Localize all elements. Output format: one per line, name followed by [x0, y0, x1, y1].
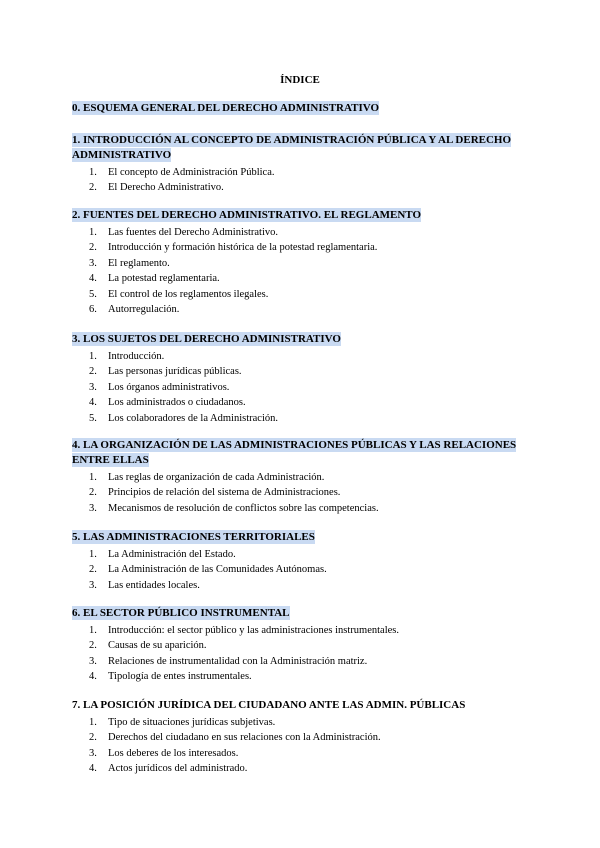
list-item [72, 562, 532, 577]
list-item-text: Los administrados o ciudadanos. [108, 397, 246, 409]
list-item-text: Tipo de situaciones jurídicas subjetivas. [108, 717, 276, 728]
list-item-number: 5. [89, 412, 97, 424]
section-items [72, 623, 532, 685]
list-item-number: 2. [89, 182, 97, 194]
list-item-number: 5. [89, 288, 97, 300]
list-item [72, 547, 532, 562]
list-item [72, 746, 532, 761]
section-heading [72, 530, 532, 545]
list-item [72, 395, 532, 410]
section-heading-line: 4. LA ORGANIZACIÓN DE LAS ADMINISTRACIONES PÚBLICAS Y LAS RELACIONES [72, 439, 517, 451]
list-item [72, 501, 532, 516]
list-item-number: 4. [89, 763, 97, 775]
page-title: ÍNDICE [280, 74, 320, 86]
list-item-number: 3. [89, 747, 97, 759]
section-7 [72, 698, 532, 777]
list-item-text: Actos jurídicos del administrado. [108, 763, 248, 775]
list-item [72, 654, 532, 669]
list-item [72, 669, 532, 684]
list-item-number: 3. [89, 655, 97, 667]
section-heading [72, 101, 532, 116]
list-item [72, 165, 532, 180]
list-item-number: 4. [89, 273, 97, 285]
section-5 [72, 530, 532, 593]
list-item-text: Los órganos administrativos. [108, 381, 230, 393]
list-item-text: La Administración de las Comunidades Autónomas. [108, 564, 327, 576]
list-item [72, 180, 532, 195]
section-items [72, 165, 532, 196]
list-item-number: 2. [89, 640, 97, 652]
list-item [72, 225, 532, 240]
list-item-text: Las fuentes del Derecho Administrativo. [108, 227, 278, 238]
list-item [72, 380, 532, 395]
section-items [72, 470, 532, 516]
list-item-number: 4. [89, 671, 97, 683]
list-item [72, 623, 532, 638]
section-heading [72, 208, 532, 223]
list-item-text: Introducción y formación histórica de la potestad reglamentaria. [108, 242, 378, 254]
list-item-number: 3. [89, 579, 97, 591]
section-heading-line: ADMINISTRATIVO [72, 149, 172, 161]
list-item-text: Mecanismos de resolución de conflictos sobre las competencias. [108, 502, 379, 514]
list-item-number: 4. [89, 397, 97, 409]
list-item [72, 349, 532, 364]
section-heading-line: 1. INTRODUCCIÓN AL CONCEPTO DE ADMINISTRACIÓN PÚBLICA Y AL DERECHO [72, 134, 512, 146]
list-item [72, 730, 532, 745]
list-item [72, 470, 532, 485]
list-item-number: 1. [89, 351, 97, 362]
list-item-text: Introducción. [108, 351, 165, 362]
section-heading-line: 7. LA POSICIÓN JURÍDICA DEL CIUDADANO ANTE LAS ADMIN. PÚBLICAS [72, 699, 466, 711]
section-2 [72, 208, 532, 317]
section-heading-line: 6. EL SECTOR PÚBLICO INSTRUMENTAL [72, 607, 290, 619]
section-3 [72, 332, 532, 426]
list-item [72, 715, 532, 730]
list-item [72, 638, 532, 653]
list-item-text: Relaciones de instrumentalidad con la Administración matriz. [108, 655, 368, 667]
list-item-text: Los colaboradores de la Administración. [108, 412, 278, 424]
section-1 [72, 133, 532, 196]
list-item-text: La Administración del Estado. [108, 549, 236, 560]
list-item-text: Causas de su aparición. [108, 640, 207, 652]
section-heading [72, 698, 532, 713]
list-item-text: Introducción: el sector público y las administraciones instrumentales. [108, 625, 400, 636]
section-0 [72, 101, 532, 116]
list-item-number: 1. [89, 472, 97, 483]
section-heading [72, 133, 532, 163]
list-item-number: 2. [89, 242, 97, 254]
section-heading [72, 332, 532, 347]
list-item-number: 6. [89, 304, 97, 316]
list-item-text: Autorregulación. [108, 304, 180, 316]
list-item [72, 364, 532, 379]
list-item-text: El Derecho Administrativo. [108, 182, 224, 194]
list-item-text: La potestad reglamentaria. [108, 273, 220, 285]
list-item-text: Derechos del ciudadano en sus relaciones con la Administración. [108, 732, 381, 744]
list-item-number: 3. [89, 381, 97, 393]
list-item [72, 256, 532, 271]
list-item [72, 411, 532, 426]
section-6 [72, 606, 532, 685]
list-item-number: 1. [89, 717, 97, 728]
list-item [72, 761, 532, 776]
list-item-text: Tipología de entes instrumentales. [108, 671, 252, 683]
list-item-text: Principios de relación del sistema de Administraciones. [108, 487, 341, 499]
list-item [72, 485, 532, 500]
list-item-text: Las reglas de organización de cada Administración. [108, 472, 325, 483]
list-item-number: 2. [89, 564, 97, 576]
section-heading-line: 3. LOS SUJETOS DEL DERECHO ADMINISTRATIVO [72, 333, 341, 345]
list-item [72, 302, 532, 317]
list-item [72, 271, 532, 286]
section-heading-line: 2. FUENTES DEL DERECHO ADMINISTRATIVO. EL REGLAMENTO [72, 209, 421, 221]
list-item-number: 3. [89, 257, 97, 269]
list-item-number: 2. [89, 487, 97, 499]
section-heading [72, 606, 532, 621]
section-4 [72, 438, 532, 516]
list-item-number: 1. [89, 549, 97, 560]
list-item [72, 287, 532, 302]
section-items [72, 225, 532, 317]
list-item-text: El control de los reglamentos ilegales. [108, 288, 269, 300]
list-item-text: El concepto de Administración Pública. [108, 167, 275, 178]
list-item-text: Los deberes de los interesados. [108, 747, 239, 759]
list-item-text: El reglamento. [108, 257, 170, 269]
list-item [72, 578, 532, 593]
section-heading-line: 5. LAS ADMINISTRACIONES TERRITORIALES [72, 531, 315, 543]
list-item-text: Las entidades locales. [108, 579, 200, 591]
section-items [72, 715, 532, 777]
list-item-number: 1. [89, 227, 97, 238]
list-item-number: 2. [89, 732, 97, 744]
section-items [72, 547, 532, 593]
section-heading [72, 438, 532, 468]
list-item-number: 2. [89, 366, 97, 378]
section-heading-line: 0. ESQUEMA GENERAL DEL DERECHO ADMINISTRATIVO [72, 102, 380, 114]
section-items [72, 349, 532, 426]
list-item [72, 240, 532, 255]
list-item-number: 1. [89, 625, 97, 636]
section-heading-line: ENTRE ELLAS [72, 454, 149, 466]
list-item-text: Las personas jurídicas públicas. [108, 366, 242, 378]
list-item-number: 3. [89, 502, 97, 514]
list-item-number: 1. [89, 167, 97, 178]
